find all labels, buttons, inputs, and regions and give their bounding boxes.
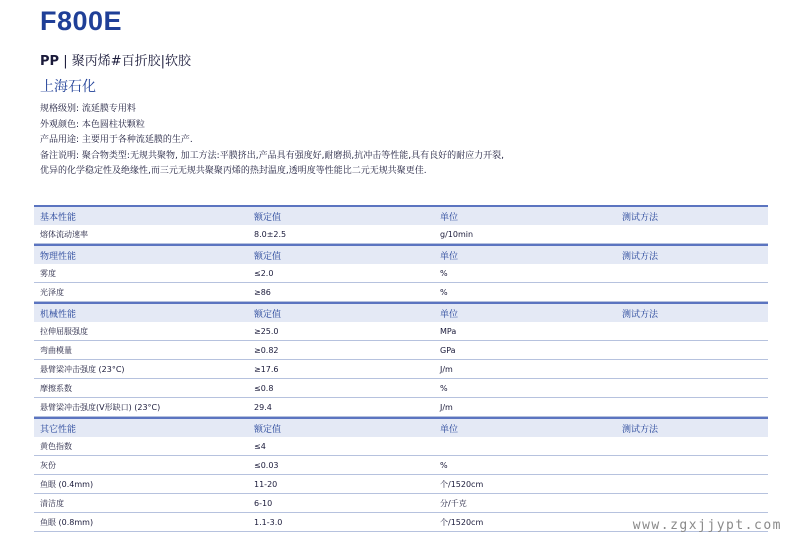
- info-value: 流延膜专用料: [81, 104, 136, 114]
- table-row: [34, 437, 768, 456]
- info-value: 本色圆柱状颗粒: [81, 119, 145, 130]
- table-row: [34, 398, 768, 417]
- column-header-method: 测试方法: [622, 251, 659, 262]
- section-header: [34, 244, 768, 264]
- table-row: [34, 494, 768, 513]
- table-row: [34, 360, 768, 379]
- property-unit: 个/1520cm: [440, 517, 484, 527]
- property-value: ≥25.0: [254, 326, 279, 336]
- property-value: 6-10: [254, 498, 273, 508]
- property-unit: GPa: [440, 345, 456, 355]
- section-name: 其它性能: [40, 424, 77, 435]
- column-header-unit: 单位: [440, 424, 459, 435]
- info-row: [40, 149, 510, 180]
- table-row: [34, 475, 768, 494]
- property-name: 鱼眼 (0.4mm): [40, 479, 94, 489]
- table-row: [34, 264, 768, 283]
- column-header-unit: 单位: [440, 309, 459, 320]
- info-row: [40, 133, 510, 149]
- info-value: 主要用于各种流延膜的生产.: [81, 135, 193, 145]
- info-row: [40, 118, 510, 134]
- section-name: 机械性能: [40, 309, 77, 320]
- property-unit: %: [440, 287, 448, 297]
- property-name: 黄色指数: [40, 441, 72, 451]
- property-name: 弯曲模量: [40, 345, 72, 355]
- table-row: [34, 322, 768, 341]
- table-row: [34, 283, 768, 302]
- property-unit: MPa: [440, 326, 457, 336]
- property-unit: %: [440, 460, 448, 470]
- table-row: [34, 341, 768, 360]
- property-value: 29.4: [254, 402, 272, 412]
- subtitle-grade: PP: [40, 54, 60, 69]
- table-row: [34, 225, 768, 244]
- property-name: 鱼眼 (0.8mm): [40, 517, 94, 527]
- properties-table: [34, 205, 768, 532]
- column-header-method: 测试方法: [622, 309, 659, 320]
- property-name: 悬臂梁冲击强度(V形缺口) (23°C): [40, 402, 161, 412]
- watermark: www.zgxjjypt.com: [632, 518, 782, 533]
- property-value: ≥0.82: [254, 345, 279, 355]
- manufacturer: 上海石化: [40, 79, 96, 95]
- column-header-value: 额定值: [254, 424, 282, 435]
- info-key: 规格级别 :: [40, 104, 82, 114]
- property-value: ≥86: [254, 287, 271, 297]
- property-unit: J/m: [440, 402, 453, 412]
- property-unit: %: [440, 268, 448, 278]
- property-name: 灰份: [40, 460, 56, 470]
- property-value: 1.1-3.0: [254, 517, 283, 527]
- property-unit: %: [440, 383, 448, 393]
- property-value: ≤2.0: [254, 268, 274, 278]
- property-name: 熔体流动速率: [40, 229, 88, 239]
- property-value: ≥17.6: [254, 364, 279, 374]
- column-header-unit: 单位: [440, 251, 459, 262]
- info-key: 产品用途 :: [40, 135, 82, 145]
- column-header-unit: 单位: [440, 212, 459, 223]
- info-key: 备注说明 :: [40, 151, 82, 161]
- product-code-title: F800E: [40, 6, 123, 36]
- column-header-method: 测试方法: [622, 424, 659, 435]
- property-unit: J/m: [440, 364, 453, 374]
- property-name: 清洁度: [40, 498, 64, 508]
- product-subtitle: [40, 50, 191, 69]
- column-header-method: 测试方法: [622, 212, 659, 223]
- product-info: [40, 102, 510, 180]
- subtitle-rest: 聚丙烯#百折胶|软胶: [71, 54, 192, 69]
- property-value: ≤0.03: [254, 460, 279, 470]
- section-header: [34, 417, 768, 437]
- info-key: 外观颜色 :: [40, 120, 82, 130]
- property-value: 11-20: [254, 479, 278, 489]
- property-name: 雾度: [40, 268, 56, 278]
- property-value: 8.0±2.5: [254, 229, 287, 239]
- section-header: [34, 205, 768, 225]
- property-value: ≤4: [254, 441, 266, 451]
- column-header-value: 额定值: [254, 212, 282, 223]
- section-name: 物理性能: [40, 251, 77, 262]
- property-value: ≤0.8: [254, 383, 274, 393]
- table-row: [34, 456, 768, 475]
- property-unit: 分/千克: [440, 498, 467, 508]
- property-name: 悬臂梁冲击强度 (23°C): [40, 364, 125, 374]
- property-name: 光泽度: [40, 287, 64, 297]
- subtitle-separator: |: [63, 54, 68, 69]
- column-header-value: 额定值: [254, 309, 282, 320]
- property-name: 摩擦系数: [40, 383, 72, 393]
- property-unit: 个/1520cm: [440, 479, 484, 489]
- property-unit: g/10min: [440, 229, 474, 239]
- property-name: 拉伸屈服强度: [40, 326, 88, 336]
- section-name: 基本性能: [40, 212, 77, 223]
- info-value: 聚合物类型:无规共聚物, 加工方法:平膜挤出,产品具有强度好,耐磨损,抗冲击等性能,具有良好的耐应力开裂,优异的化学稳定性及绝缘性,而三元无规共聚聚丙烯的热封温度,透明度等性能比二元无规共聚更佳.: [40, 150, 505, 176]
- section-header: [34, 302, 768, 322]
- table-row: [34, 379, 768, 398]
- column-header-value: 额定值: [254, 251, 282, 262]
- info-row: [40, 102, 510, 118]
